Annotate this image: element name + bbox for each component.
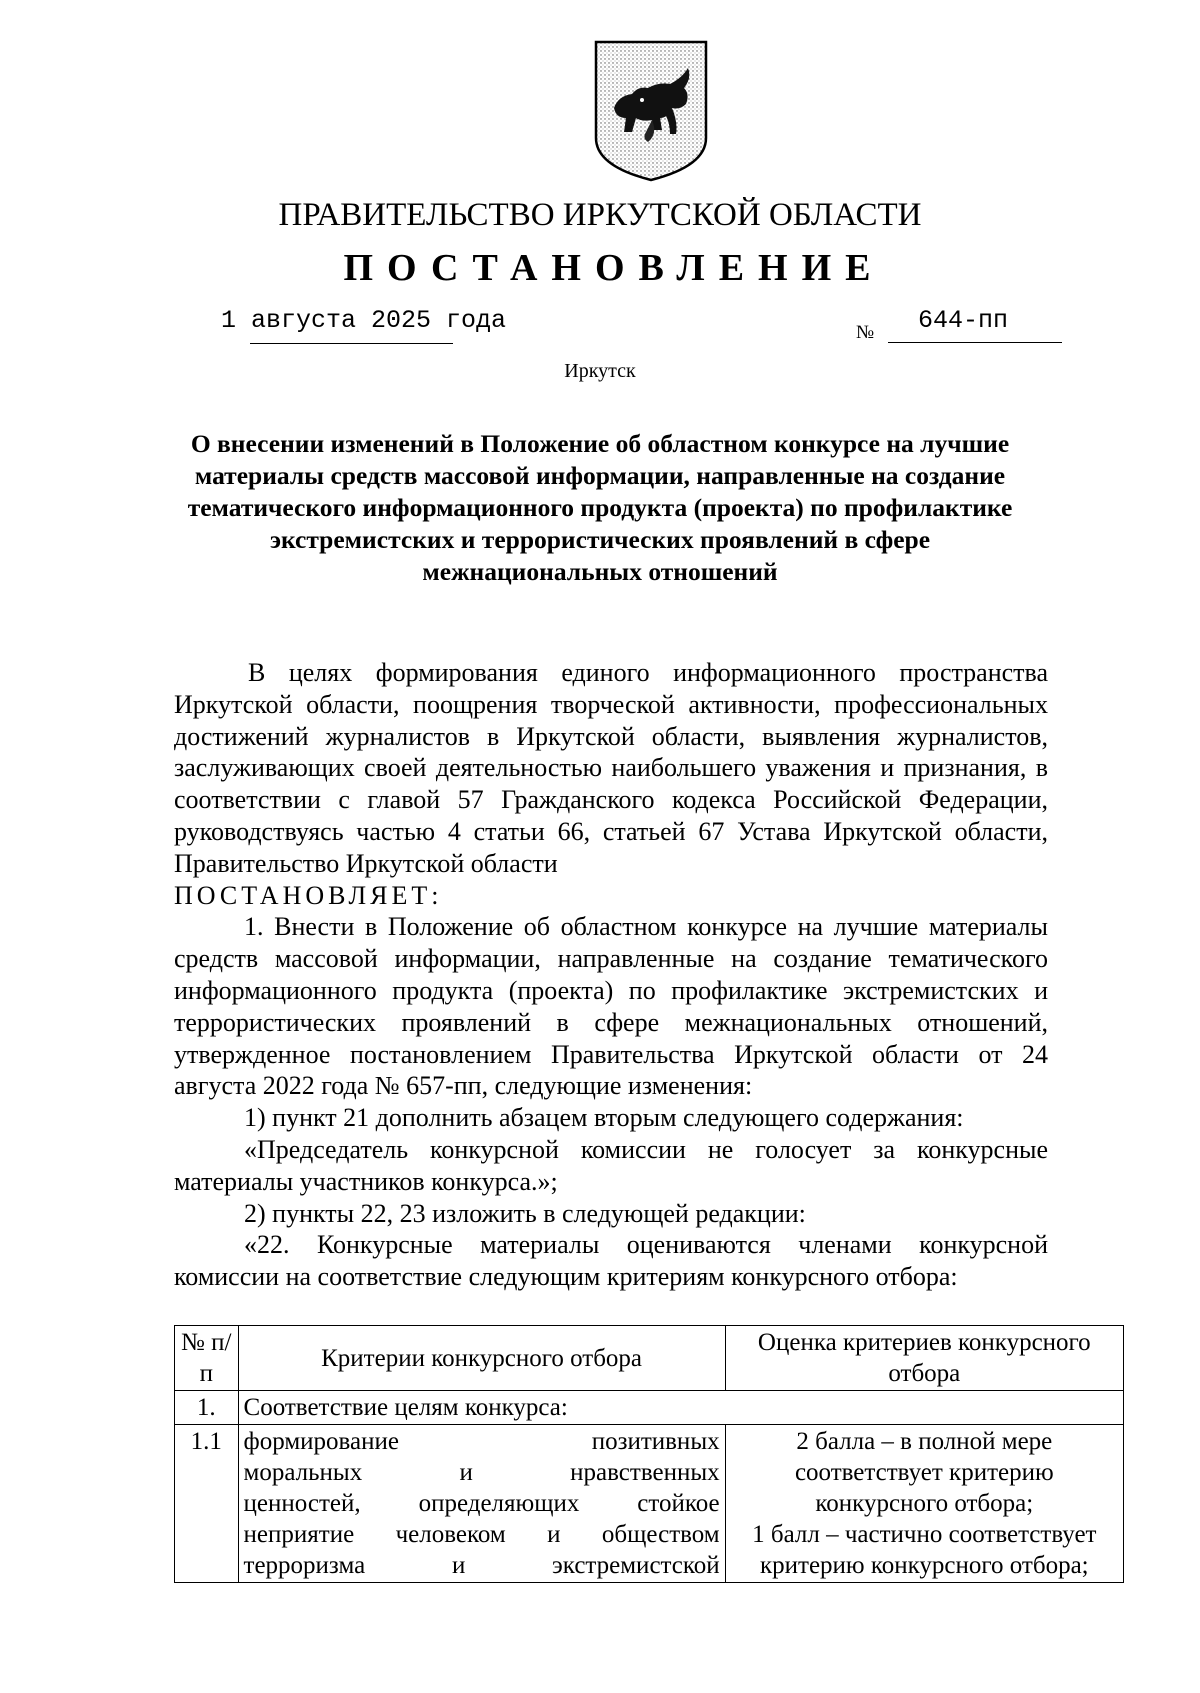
title-line: материалы средств массовой информации, направленные на создание (194, 461, 1006, 490)
document-number: 644-пп (918, 306, 1009, 335)
row-criterion (238, 1425, 725, 1583)
criterion-line: моральных и нравственных (243, 1459, 720, 1486)
title-line: О внесении изменений в Положение об областном конкурсе на лучшие (190, 429, 1010, 458)
title-line: тематического информационного продукта (проекта) по профилактике (187, 493, 1013, 522)
table-header-row (175, 1326, 1124, 1391)
document-type: ПОСТАНОВЛЕНИЕ (343, 247, 885, 289)
score-line: конкурсного отбора; (815, 1490, 1034, 1517)
number-sign: № (856, 322, 875, 343)
row-number: 1. (175, 1391, 239, 1425)
date-underline (250, 343, 453, 344)
subitem-2-paragraph: 2) пункты 22, 23 изложить в следующей редакции: (244, 1198, 806, 1228)
table-row (175, 1391, 1124, 1425)
document-body (174, 657, 1048, 1293)
row-criterion: Соответствие целям конкурса: (238, 1391, 1123, 1425)
document-date: 1 августа 2025 года (221, 306, 507, 335)
resolves-heading: ПОСТАНОВЛЯЕТ: (174, 880, 443, 910)
row-number: 1.1 (175, 1425, 239, 1583)
title-line: экстремистских и террористических проявлений в сфере (269, 525, 931, 554)
item-1-paragraph: 1. Внести в Положение об областном конкурсе на лучшие материалы средств массовой информации, направленные на создание тематического информационного продукта (проекта) по профилактике экстремистских и террористических проявлений в сфере межнациональных отношений, утвержденное постановлением Правительства Иркутской области от 24 августа 2022 года № 657-пп, следующие изменения: (174, 912, 1048, 1101)
number-underline (888, 342, 1062, 343)
organization-name: ПРАВИТЕЛЬСТВО ИРКУТСКОЙ ОБЛАСТИ (278, 197, 922, 233)
document-title (180, 428, 1020, 588)
subitem-1-paragraph: 1) пункт 21 дополнить абзацем вторым следующего содержания: (244, 1103, 964, 1133)
header-number: № п/п (175, 1326, 239, 1391)
quote-1-paragraph: «Председатель конкурсной комиссии не голосует за конкурсные материалы участников конкурса.»; (174, 1134, 1048, 1196)
row-score (725, 1425, 1123, 1583)
table-row (175, 1425, 1124, 1583)
criterion-line: ценностей, определяющих стойкое (243, 1490, 720, 1517)
header-score: Оценка критериев конкурсного отбора (725, 1326, 1123, 1391)
city: Иркутск (564, 360, 636, 382)
criterion-line: формирование позитивных (243, 1428, 720, 1455)
header-criteria: Критерии конкурсного отбора (238, 1326, 725, 1391)
criterion-line: неприятие человеком и обществом (243, 1521, 720, 1548)
title-line: межнациональных отношений (422, 557, 778, 586)
preamble-paragraph: В целях формирования единого информационного пространства Иркутской области, поощрения творческой активности, профессиональных достижений журналистов в Иркутской области, выявления журналистов, заслуживающих своей деятельностью наибольшего уважения и признания, в соответствии с главой 57 Гражданского кодекса Российской Федерации, руководствуясь частью 4 статьи 66, статьей 67 Устава Иркутской области, Правительство Иркутской области (174, 658, 1048, 878)
coat-of-arms-emblem (592, 38, 710, 184)
score-line: 1 балл – частично соответствует (752, 1521, 1097, 1548)
criterion-line: терроризма и экстремистской (243, 1552, 720, 1579)
score-line: критерию конкурсного отбора; (760, 1552, 1089, 1579)
score-line: соответствует критерию (794, 1459, 1054, 1486)
score-line: 2 балла – в полной мере (796, 1428, 1053, 1455)
criteria-table (174, 1325, 1124, 1583)
quote-2-paragraph: «22. Конкурсные материалы оцениваются членами конкурсной комиссии на соответствие следующим критериям конкурсного отбора: (174, 1230, 1048, 1292)
